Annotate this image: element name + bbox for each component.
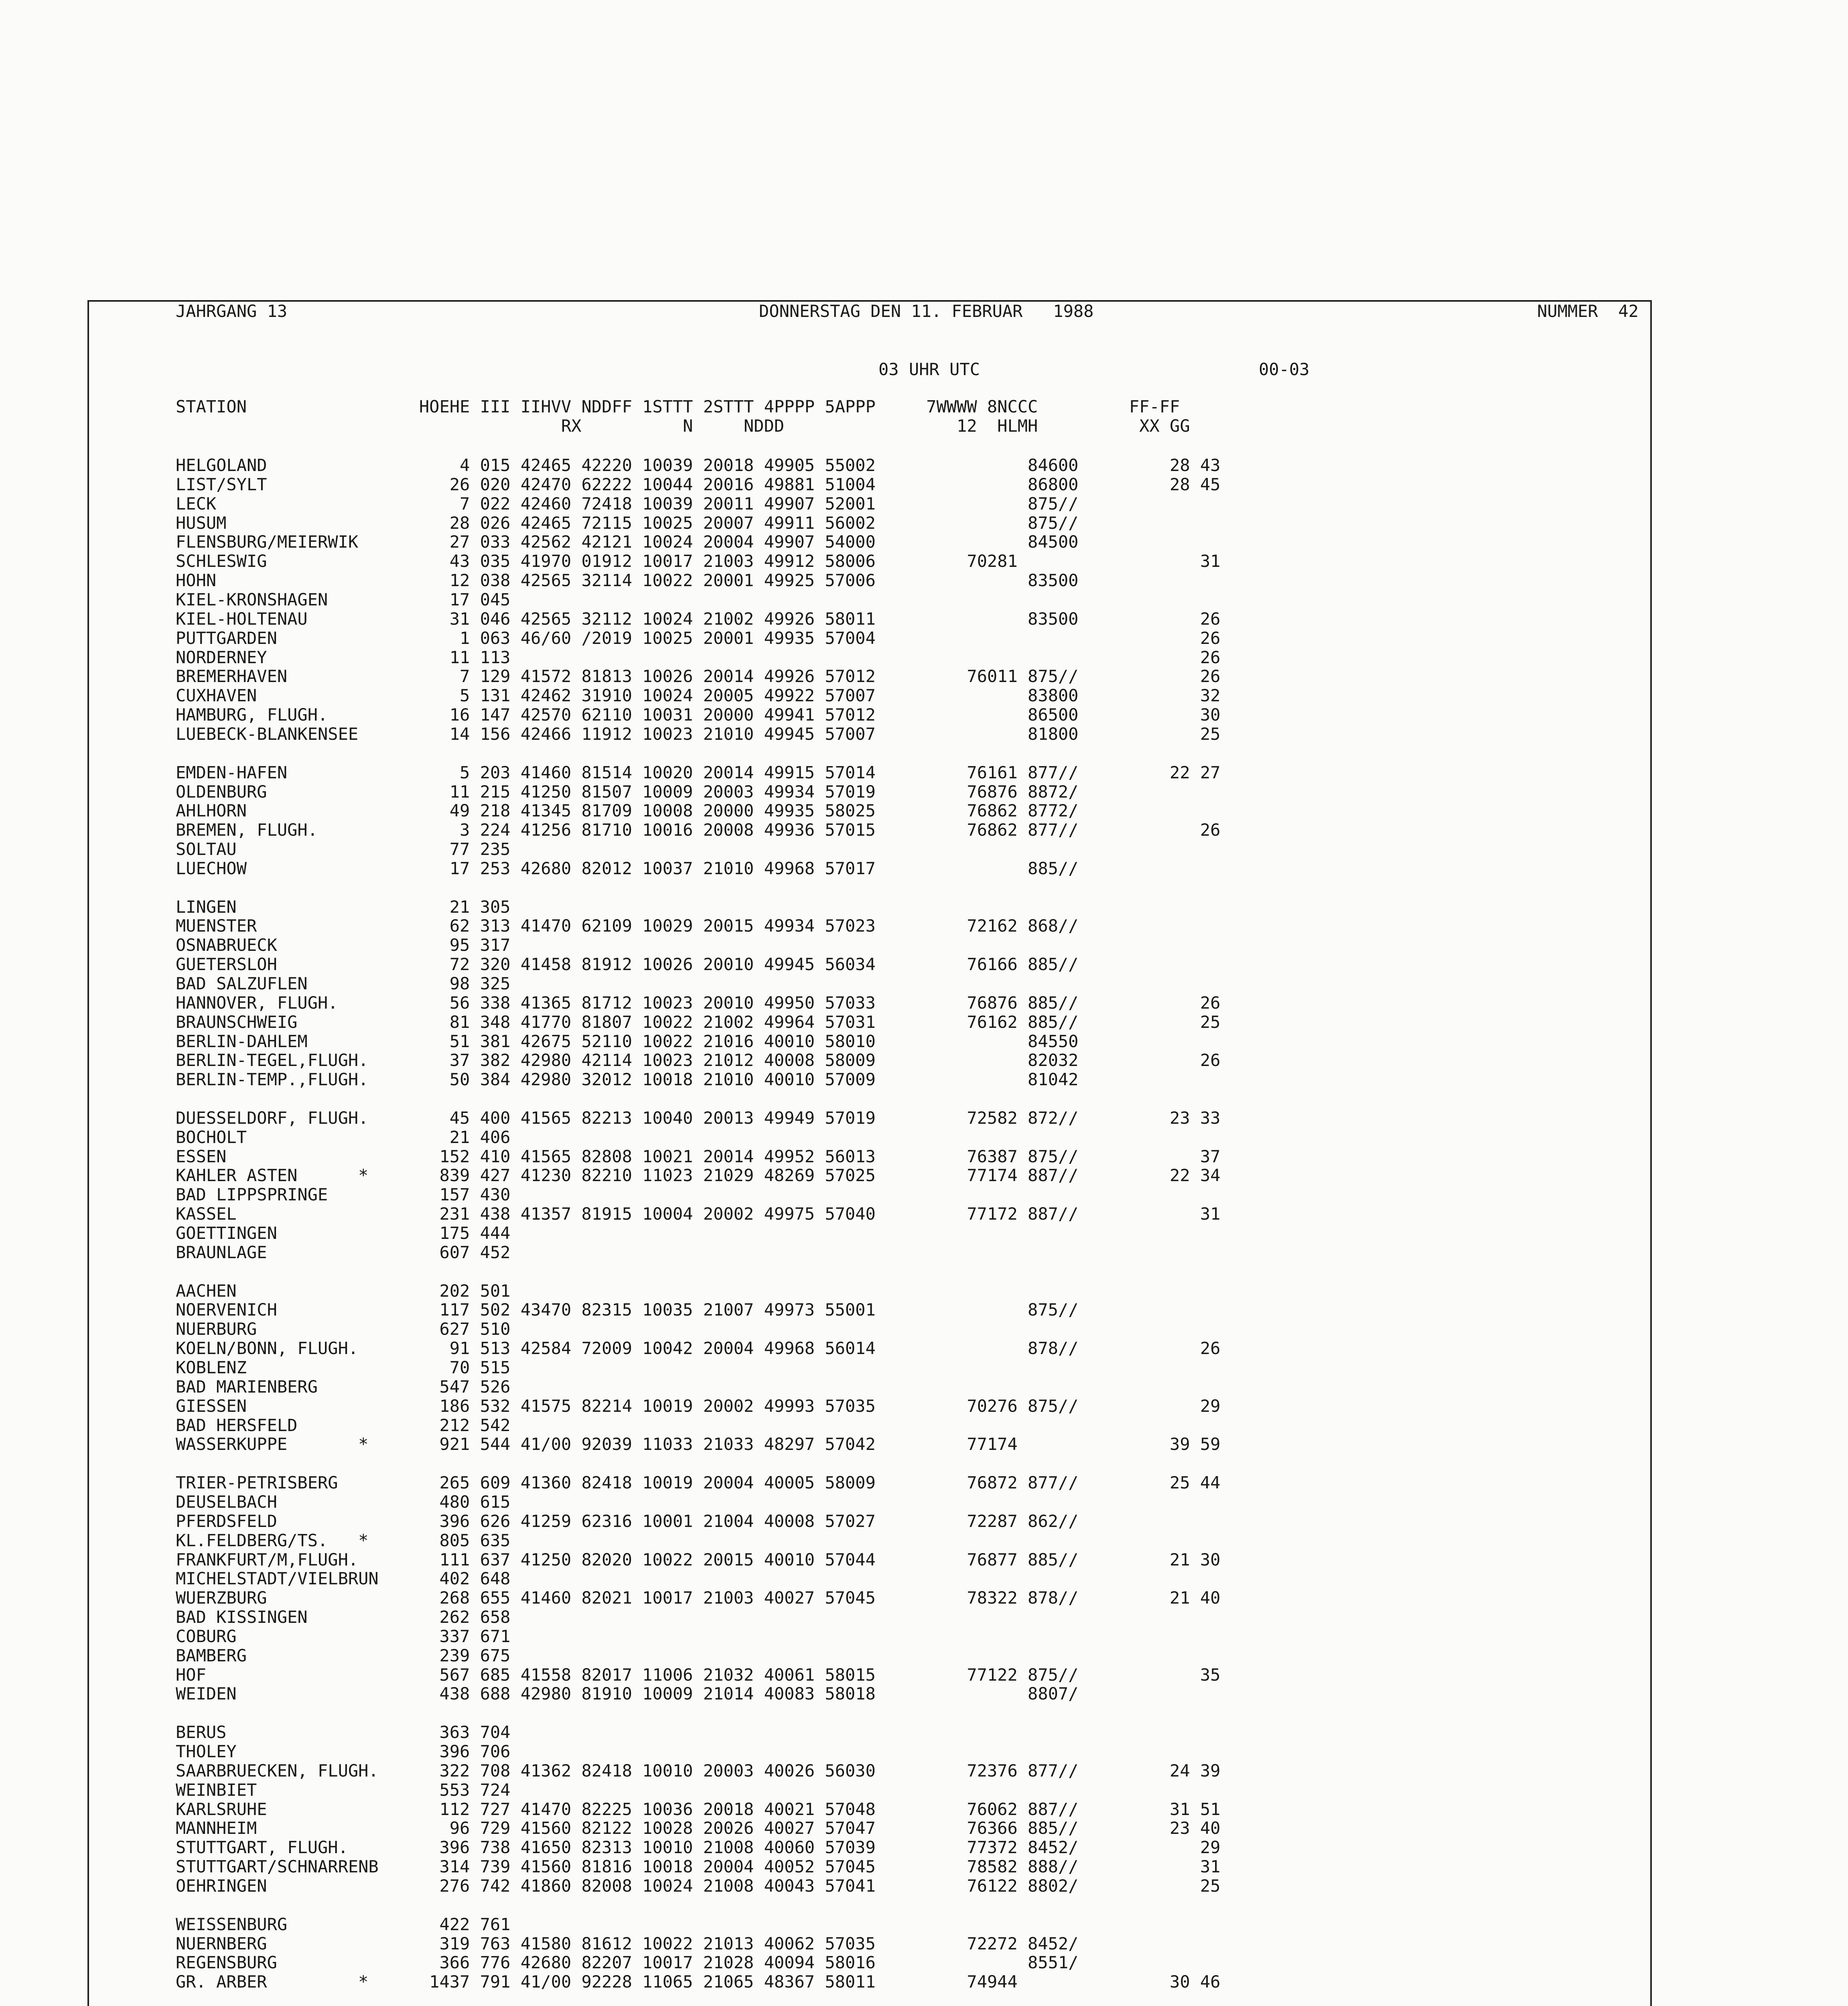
table-row: SAARBRUECKEN, FLUGH. 322 708 41362 82418 10010 20003 40026 56030 72376 877// 24 39 [176,1760,1221,1781]
table-row: BERUS 363 704 [176,1722,511,1742]
table-row: KL.FELDBERG/TS. * 805 635 [176,1530,511,1550]
observation-time: 03 UHR UTC [878,359,980,379]
table-row: AACHEN 202 501 [176,1281,511,1301]
table-row: BRAUNLAGE 607 452 [176,1242,511,1262]
table-row: BERLIN-TEGEL,FLUGH. 37 382 42980 42114 10023 21012 40008 58009 82032 26 [176,1050,1221,1070]
period-range: 00-03 [1259,359,1310,379]
table-row: LUEBECK-BLANKENSEE 14 156 42466 11912 10023 21010 49945 57007 81800 25 [176,724,1221,744]
table-row: SCHLESWIG 43 035 41970 01912 10017 21003 49912 58006 70281 31 [176,551,1221,571]
table-row: COBURG 337 671 [176,1626,511,1646]
table-row: WUERZBURG 268 655 41460 82021 10017 21003 40027 57045 78322 878// 21 40 [176,1588,1221,1608]
table-row: HOF 567 685 41558 82017 11006 21032 40061 58015 77122 875// 35 [176,1665,1221,1685]
table-row: WEINBIET 553 724 [176,1780,511,1800]
table-row: THOLEY 396 706 [176,1742,511,1761]
table-row: HUSUM 28 026 42465 72115 10025 20007 49911 56002 875// [176,513,1079,533]
table-row: KAHLER ASTEN * 839 427 41230 82210 11023 21029 48269 57025 77174 887// 22 34 [176,1165,1221,1186]
table-row: FLENSBURG/MEIERWIK 27 033 42562 42121 10024 20004 49907 54000 84500 [176,532,1079,552]
table-row: BAD SALZUFLEN 98 325 [176,973,511,993]
table-row: WEIDEN 438 688 42980 81910 10009 21014 40083 58018 8807/ [176,1684,1079,1704]
table-row: STUTTGART/SCHNARRENB 314 739 41560 81816 10018 20004 40052 57045 78582 888// 31 [176,1857,1221,1877]
table-row: ESSEN 152 410 41565 82808 10021 20014 49952 56013 76387 875// 37 [176,1146,1221,1166]
table-row: LINGEN 21 305 [176,897,511,917]
table-row: KOELN/BONN, FLUGH. 91 513 42584 72009 10042 20004 49968 56014 878// 26 [176,1338,1221,1358]
issue-date: DONNERSTAG DEN 11. FEBRUAR 1988 [759,301,1094,321]
table-row: GOETTINGEN 175 444 [176,1223,511,1243]
table-row: NUERNBERG 319 763 41580 81612 10022 21013 40062 57035 72272 8452/ [176,1933,1079,1953]
table-row: BERLIN-TEMP.,FLUGH. 50 384 42980 32012 10018 21010 40010 57009 81042 [176,1070,1079,1090]
table-row: NOERVENICH 117 502 43470 82315 10035 21007 49973 55001 875// [176,1300,1079,1320]
table-row: LUECHOW 17 253 42680 82012 10037 21010 49968 57017 885// [176,858,1079,878]
table-row: BREMEN, FLUGH. 3 224 41256 81710 10016 20008 49936 57015 76862 877// 26 [176,820,1221,840]
table-row: STUTTGART, FLUGH. 396 738 41650 82313 10010 21008 40060 57039 77372 8452/ 29 [176,1837,1221,1858]
table-row: LECK 7 022 42460 72418 10039 20011 49907 52001 875// [176,493,1079,514]
table-row: GUETERSLOH 72 320 41458 81912 10026 20010 49945 56034 76166 885// [176,954,1079,975]
table-row: KIEL-KRONSHAGEN 17 045 [176,590,511,609]
table-row: GR. ARBER * 1437 791 41/00 92228 11065 21065 48367 58011 74944 30 46 [176,1972,1221,1992]
table-row: OSNABRUECK 95 317 [176,935,511,955]
table-row: BRAUNSCHWEIG 81 348 41770 81807 10022 21002 49964 57031 76162 885// 25 [176,1012,1221,1032]
column-header-line-1: STATION HOEHE III IIHVV NDDFF 1STTT 2STTT 4PPPP 5APPP 7WWWW 8NCCC FF-FF [176,397,1180,416]
table-row: WASSERKUPPE * 921 544 41/00 92039 11033 21033 48297 57042 77174 39 59 [176,1434,1221,1454]
table-row: TRIER-PETRISBERG 265 609 41360 82418 10019 20004 40005 58009 76872 877// 25 44 [176,1473,1221,1493]
table-row: KASSEL 231 438 41357 81915 10004 20002 49975 57040 77172 887// 31 [176,1204,1221,1224]
table-row: KIEL-HOLTENAU 31 046 42565 32112 10024 21002 49926 58011 83500 26 [176,609,1221,629]
table-row: WEISSENBURG 422 761 [176,1914,511,1934]
table-row: HANNOVER, FLUGH. 56 338 41365 81712 10023 20010 49950 57033 76876 885// 26 [176,993,1221,1013]
jahrgang: JAHRGANG 13 [176,301,288,321]
table-row: MICHELSTADT/VIELBRUN 402 648 [176,1569,511,1589]
table-row: LIST/SYLT 26 020 42470 62222 10044 20016 49881 51004 86800 28 45 [176,474,1221,494]
table-row: DEUSELBACH 480 615 [176,1492,511,1512]
table-row: HOHN 12 038 42565 32114 10022 20001 49925 57006 83500 [176,571,1079,591]
table-row: BOCHOLT 21 406 [176,1127,511,1147]
table-row: SOLTAU 77 235 [176,839,511,859]
table-row: BAD HERSFELD 212 542 [176,1415,511,1435]
table-row: AHLHORN 49 218 41345 81709 10008 20000 49935 58025 76862 8772/ [176,801,1079,821]
table-row: HAMBURG, FLUGH. 16 147 42570 62110 10031 20000 49941 57012 86500 30 [176,705,1221,725]
table-row: BAD KISSINGEN 262 658 [176,1607,511,1627]
table-row: DUESSELDORF, FLUGH. 45 400 41565 82213 10040 20013 49949 57019 72582 872// 23 33 [176,1108,1221,1128]
column-header-line-2: RX N NDDD 12 HLMH XX GG [176,416,1190,436]
table-row: OEHRINGEN 276 742 41860 82008 10024 21008 40043 57041 76122 8802/ 25 [176,1876,1221,1896]
table-row: HELGOLAND 4 015 42465 42220 10039 20018 49905 55002 84600 28 43 [176,455,1221,475]
table-row: GIESSEN 186 532 41575 82214 10019 20002 49993 57035 70276 875// 29 [176,1396,1221,1416]
table-row: NORDERNEY 11 113 26 [176,647,1221,667]
table-row: BREMERHAVEN 7 129 41572 81813 10026 20014 49926 57012 76011 875// 26 [176,666,1221,686]
table-row: REGENSBURG 366 776 42680 82207 10017 21028 40094 58016 8551/ [176,1953,1079,1973]
table-row: KARLSRUHE 112 727 41470 82225 10036 20018 40021 57048 76062 887// 31 51 [176,1799,1221,1819]
table-row: MUENSTER 62 313 41470 62109 10029 20015 49934 57023 72162 868// [176,916,1079,936]
table-row: FRANKFURT/M,FLUGH. 111 637 41250 82020 10022 20015 40010 57044 76877 885// 21 30 [176,1549,1221,1569]
table-row: PUTTGARDEN 1 063 46/60 /2019 10025 20001 49935 57004 26 [176,628,1221,648]
table-row: MANNHEIM 96 729 41560 82122 10028 20026 40027 57047 76366 885// 23 40 [176,1818,1221,1838]
table-row: KOBLENZ 70 515 [176,1358,511,1377]
table-row: BERLIN-DAHLEM 51 381 42675 52110 10022 21016 40010 58010 84550 [176,1031,1079,1051]
table-row: BAD LIPPSPRINGE 157 430 [176,1185,511,1205]
table-row: NUERBURG 627 510 [176,1319,511,1339]
issue-number: NUMMER 42 [1537,301,1639,321]
table-row: OLDENBURG 11 215 41250 81507 10009 20003 49934 57019 76876 8872/ [176,782,1079,802]
table-row: BAMBERG 239 675 [176,1645,511,1665]
table-row: BAD MARIENBERG 547 526 [176,1377,511,1397]
table-row: PFERDSFELD 396 626 41259 62316 10001 21004 40008 57027 72287 862// [176,1511,1079,1531]
table-row: CUXHAVEN 5 131 42462 31910 10024 20005 49922 57007 83800 32 [176,686,1221,706]
table-row: EMDEN-HAFEN 5 203 41460 81514 10020 20014 49915 57014 76161 877// 22 27 [176,762,1221,782]
